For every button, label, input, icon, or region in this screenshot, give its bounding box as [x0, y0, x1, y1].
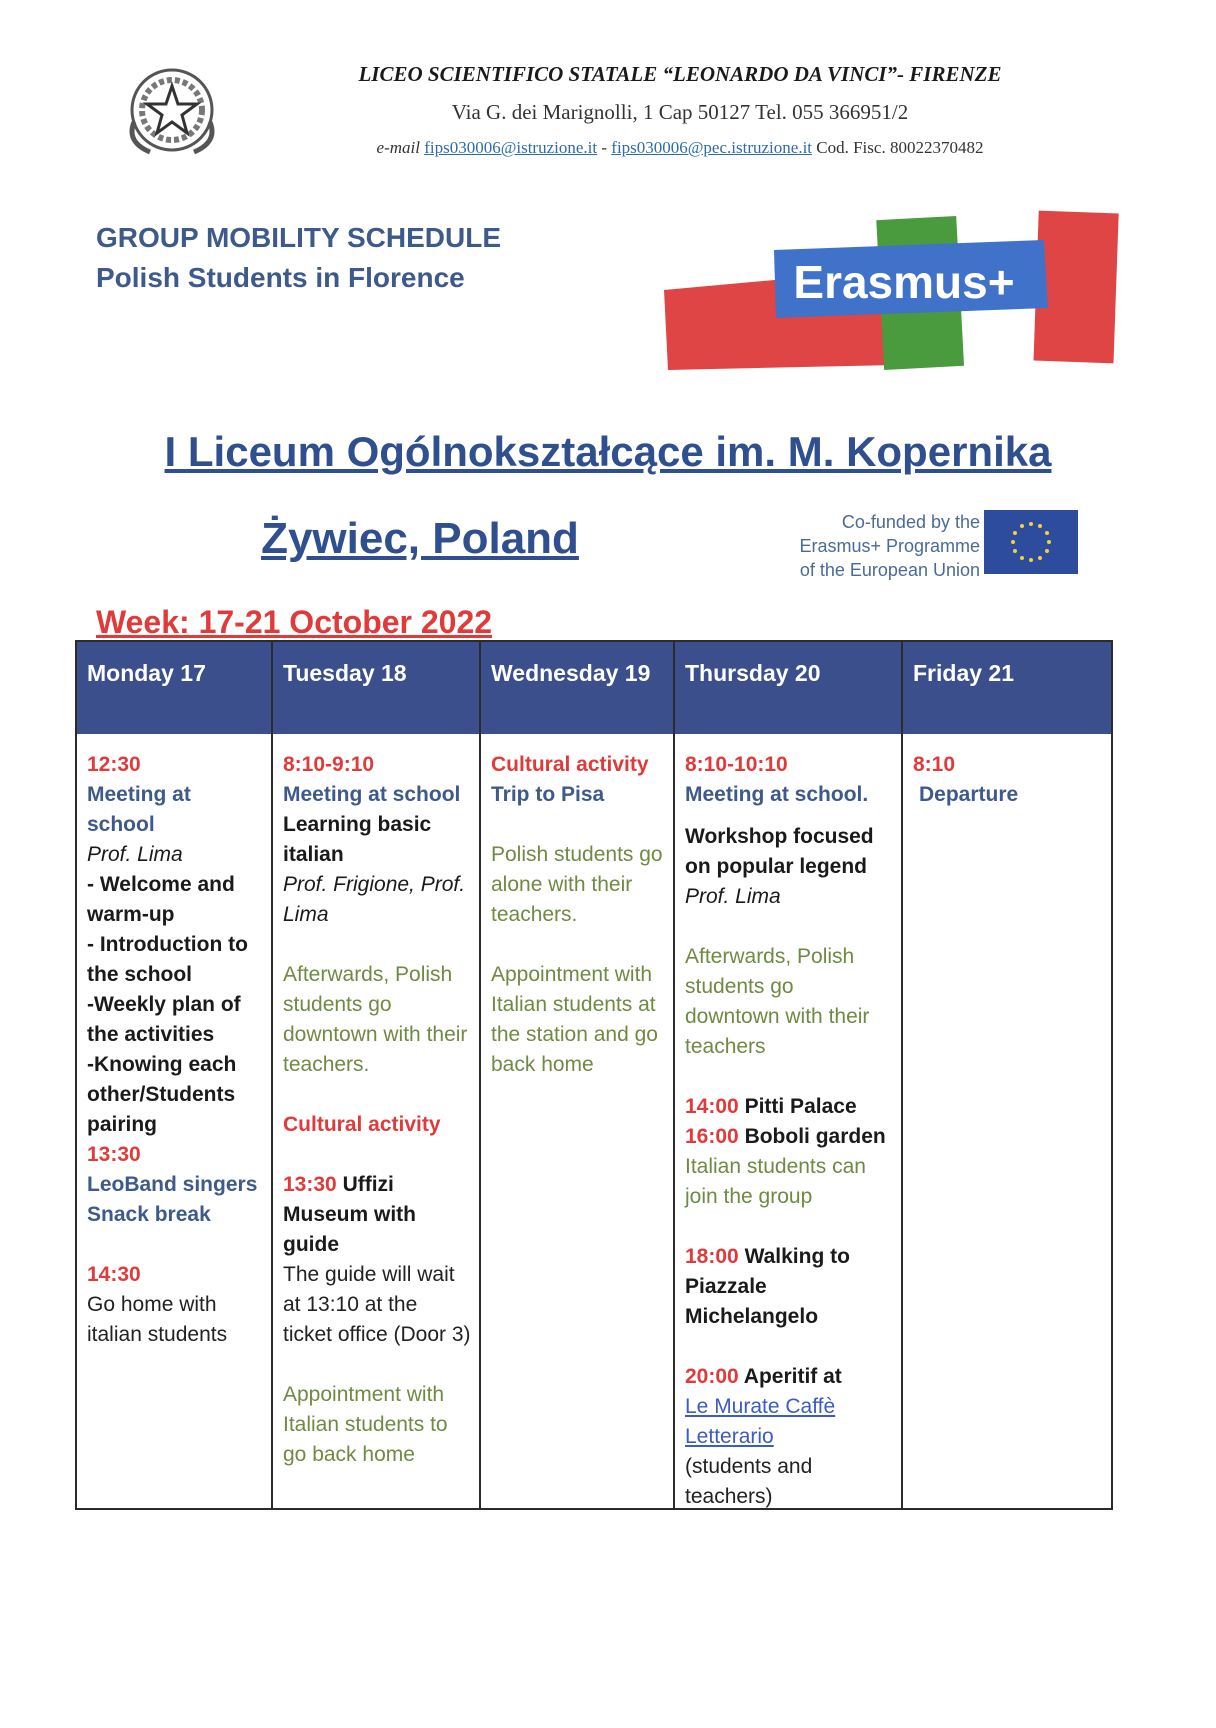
column-friday [901, 642, 1111, 1508]
monday-prof: Prof. Lima [87, 843, 183, 866]
thursday-walking: Walking to Piazzale Michelangelo [685, 1245, 850, 1328]
thursday-time-2000: 20:00 [685, 1365, 739, 1388]
thursday-join: Italian students can join the group [685, 1155, 866, 1208]
wednesday-appointment: Appointment with Italian students at the station and go back home [491, 963, 658, 1076]
monday-item-4: -Knowing each other/Students pairing [87, 1053, 237, 1136]
header-wednesday: Wednesday 19 [491, 660, 651, 686]
week-title: Week: 17-21 October 2022 [96, 604, 493, 640]
tuesday-guide-note: The guide will wait at 13:10 at the ticket office (Door 3) [283, 1263, 471, 1346]
thursday-prof: Prof. Lima [685, 885, 781, 908]
schedule-table [75, 640, 1113, 1510]
header-friday: Friday 21 [913, 660, 1014, 686]
tuesday-uffizi: Uffizi Museum with guide [283, 1173, 417, 1256]
thursday-pitti: Pitti Palace [744, 1095, 857, 1118]
thursday-workshop: Workshop focused on popular legend [685, 825, 874, 878]
thursday-boboli: Boboli garden [744, 1125, 886, 1148]
thursday-afterwards: Afterwards, Polish students go downtown with their teachers [685, 945, 870, 1058]
thursday-time-1800: 18:00 [685, 1245, 739, 1268]
monday-item-1: - Welcome and warm-up [87, 873, 235, 926]
erasmus-logo [664, 210, 1120, 376]
cell-thursday [675, 734, 901, 1512]
tuesday-meeting: Meeting at school [283, 783, 461, 806]
column-tuesday [271, 642, 479, 1508]
friday-departure: Departure [919, 783, 1019, 806]
tuesday-profs: Prof. Frigione, Prof. Lima [283, 873, 466, 926]
thursday-time-1: 8:10-10:10 [685, 753, 788, 776]
eu-line-1: Co-funded by the [841, 512, 980, 532]
cell-monday [77, 734, 271, 1350]
thursday-cafe-link[interactable]: Le Murate Caffè Letterario [685, 1395, 836, 1448]
header-thursday: Thursday 20 [685, 660, 821, 686]
monday-item-2: - Introduction to the school [87, 933, 248, 986]
email-label: e-mail [376, 138, 420, 157]
group-title: GROUP MOBILITY SCHEDULE [96, 222, 502, 253]
contacts-line [240, 138, 1120, 158]
pec-link[interactable]: fips030006@pec.istruzione.it [611, 138, 813, 157]
tuesday-time-1: 8:10-9:10 [283, 753, 375, 776]
thursday-who: (students and teachers) [685, 1455, 813, 1508]
cell-tuesday [273, 734, 479, 1470]
republic-emblem-icon [120, 62, 224, 160]
school-address: Via G. dei Marignolli, 1 Cap 50127 Tel. 055 366951/2 [451, 100, 909, 124]
separator: - [601, 138, 608, 157]
monday-time-1: 12:30 [87, 753, 141, 776]
group-subtitle: Polish Students in Florence [96, 262, 465, 293]
monday-item-3: -Weekly plan of the activities [87, 993, 241, 1046]
monday-meeting: Meeting at school [87, 783, 191, 836]
monday-time-3: 14:30 [87, 1263, 141, 1286]
tuesday-afterwards: Afterwards, Polish students go downtown with their teachers. [283, 963, 468, 1076]
monday-snack: Snack break [87, 1203, 211, 1226]
institution-title: I Liceum Ogólnokształcące im. M. Kopernika [164, 428, 1052, 475]
school-name: LICEO SCIENTIFICO STATALE “LEONARDO DA VINCI”- FIRENZE [358, 62, 1002, 86]
eu-flag-icon [984, 510, 1078, 574]
tuesday-appointment: Appointment with Italian students to go back home [283, 1383, 448, 1466]
wednesday-alone: Polish students go alone with their teachers. [491, 843, 663, 926]
thursday-time-1400: 14:00 [685, 1095, 739, 1118]
tuesday-time-2: 13:30 [283, 1173, 337, 1196]
thursday-aperitif: Aperitif at [743, 1365, 842, 1388]
monday-leoband: LeoBand singers [87, 1173, 258, 1196]
tuesday-cultural: Cultural activity [283, 1113, 441, 1136]
fiscal-code: Cod. Fisc. 80022370482 [816, 138, 984, 157]
tuesday-learning: Learning basic italian [283, 813, 432, 866]
monday-time-2: 13:30 [87, 1143, 141, 1166]
thursday-meeting: Meeting at school. [685, 783, 869, 806]
eu-line-3: of the European Union [799, 560, 980, 580]
column-monday [77, 642, 271, 1508]
erasmus-logo-text: Erasmus+ [793, 256, 1015, 308]
column-wednesday [479, 642, 673, 1508]
wednesday-cultural: Cultural activity [491, 753, 649, 776]
cell-friday [903, 734, 1111, 810]
monday-go-home: Go home with italian students [87, 1293, 228, 1346]
wednesday-trip: Trip to Pisa [491, 783, 605, 806]
email-link[interactable]: fips030006@istruzione.it [424, 138, 598, 157]
eu-cofunding-text [740, 510, 980, 582]
cell-wednesday [481, 734, 673, 1080]
friday-time-1: 8:10 [913, 753, 956, 776]
column-thursday [673, 642, 901, 1508]
thursday-time-1600: 16:00 [685, 1125, 739, 1148]
eu-line-2: Erasmus+ Programme [799, 536, 980, 556]
header-tuesday: Tuesday 18 [283, 660, 407, 686]
city-title: Żywiec, Poland [261, 514, 579, 563]
header-monday: Monday 17 [87, 660, 206, 686]
